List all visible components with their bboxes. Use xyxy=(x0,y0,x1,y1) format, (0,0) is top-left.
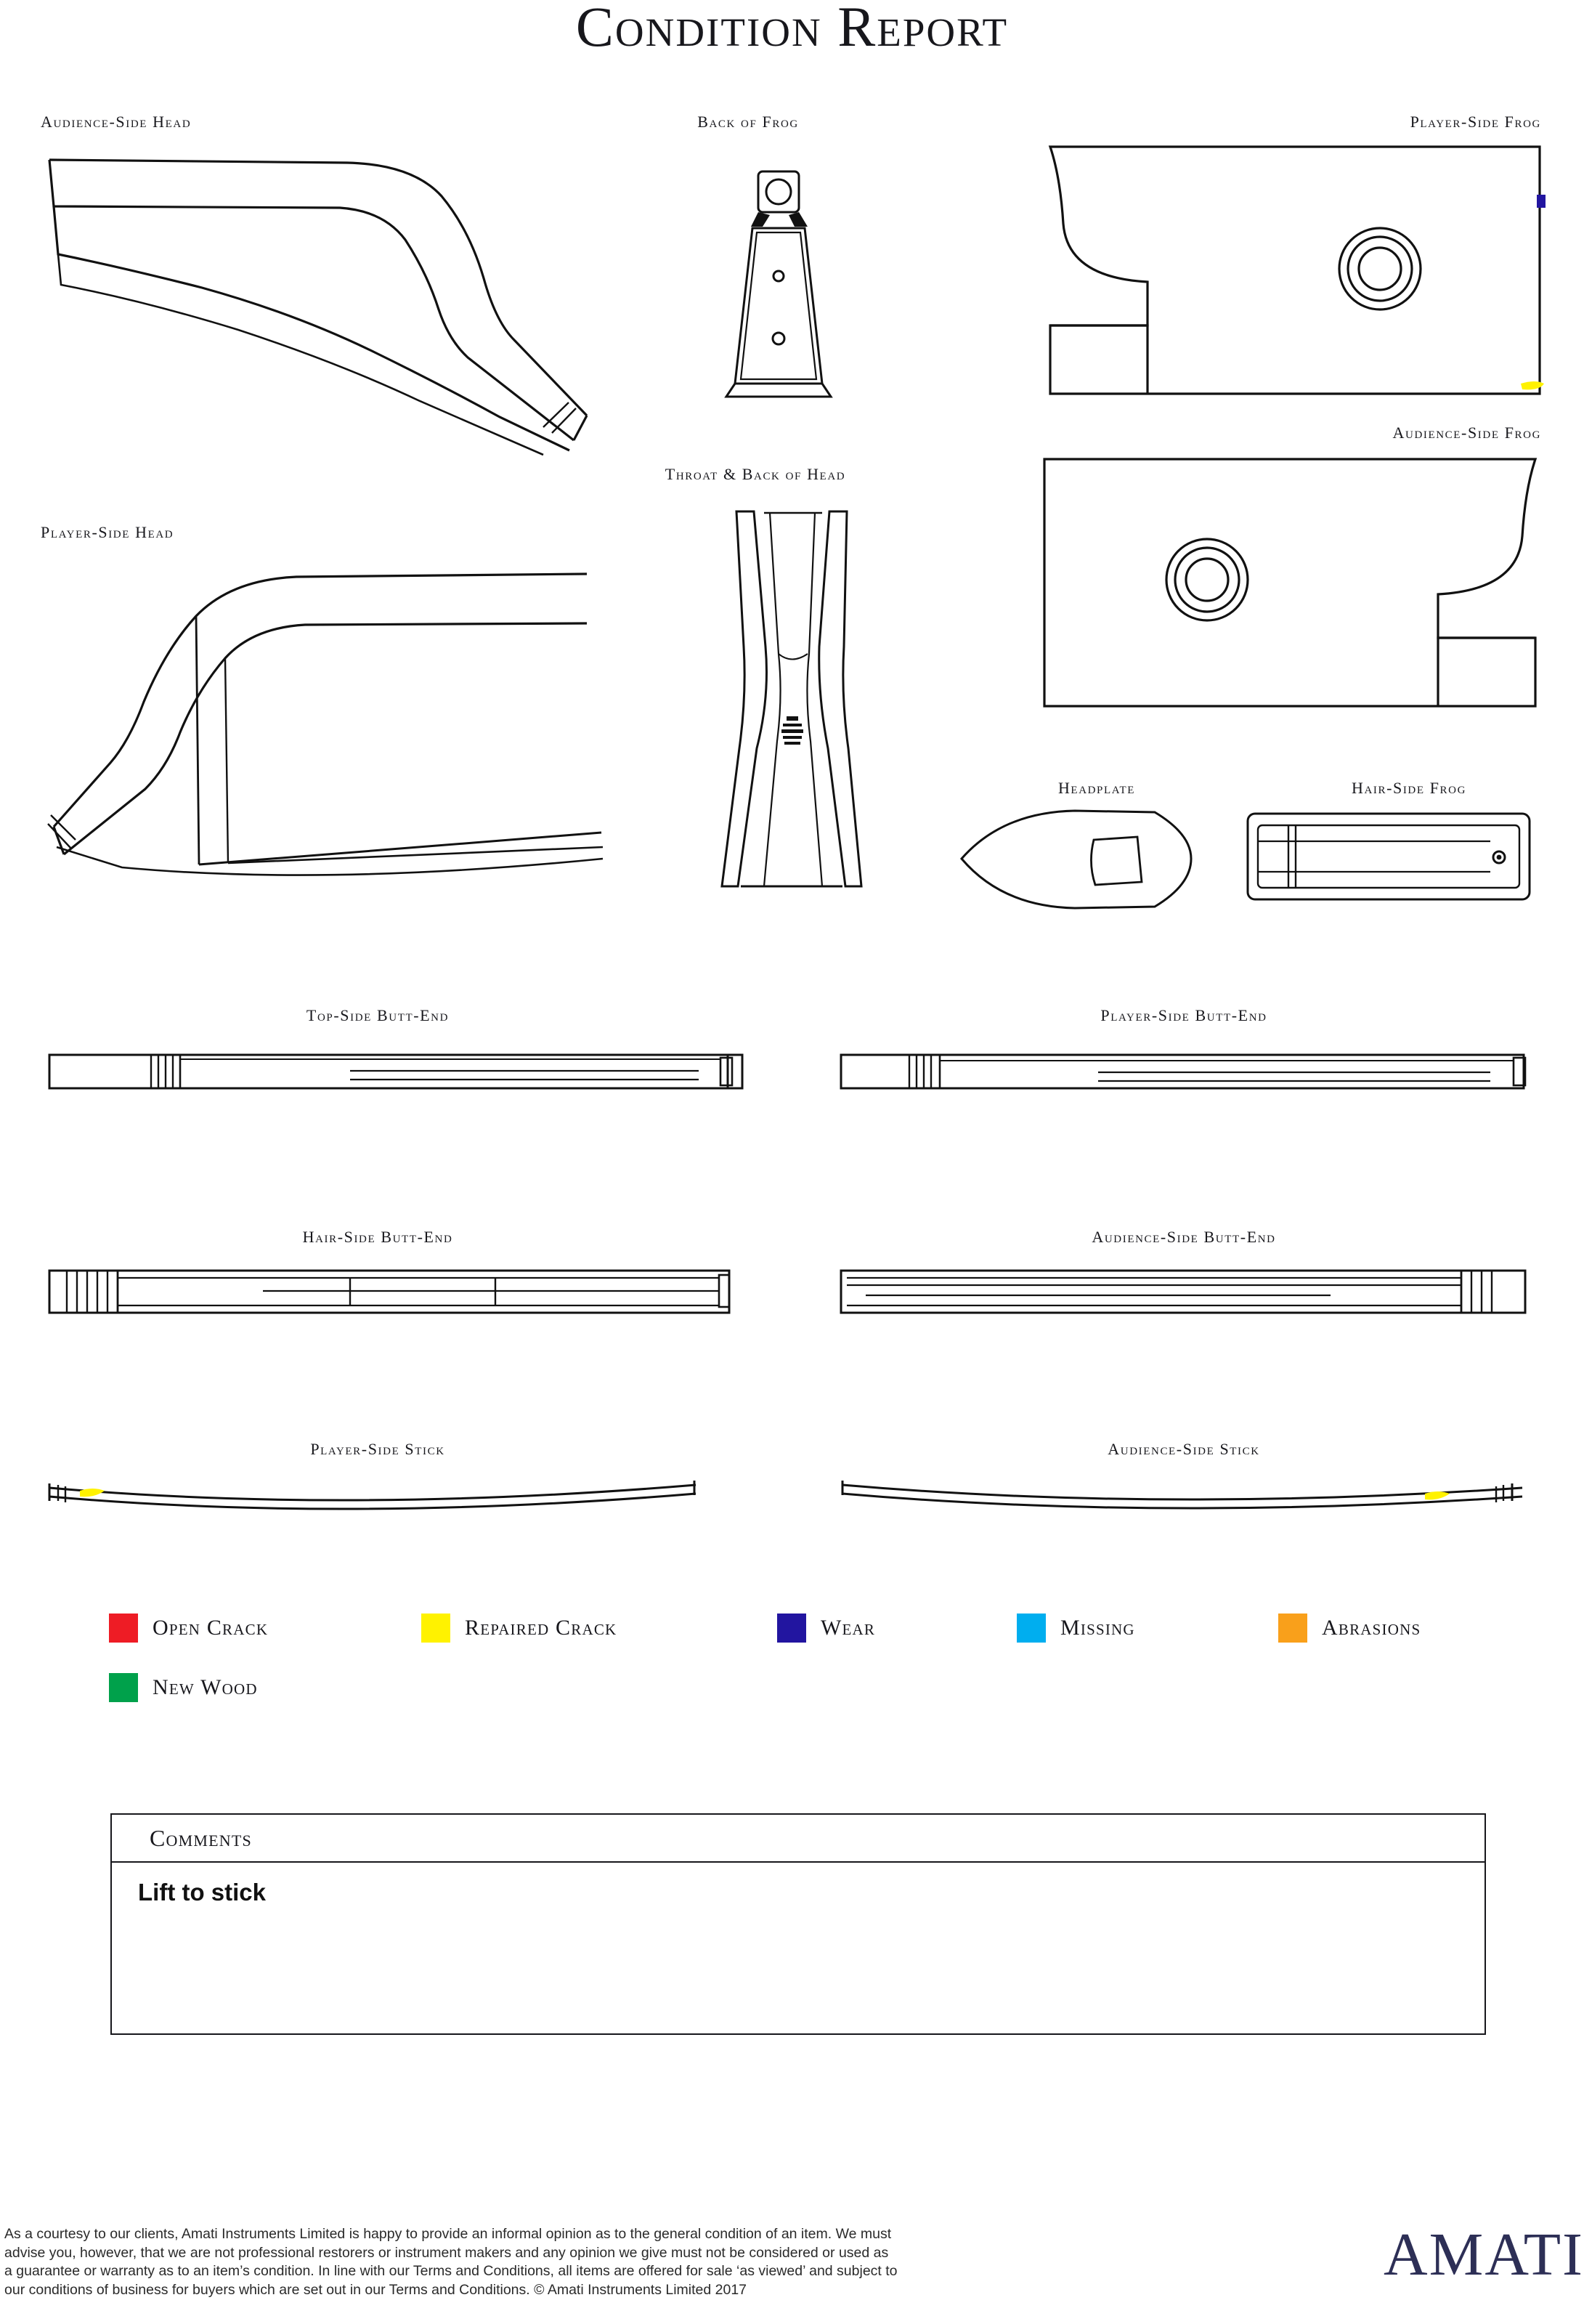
legend-row-1 xyxy=(109,1606,1489,1651)
legend-item-open-crack xyxy=(109,1606,421,1651)
diagram-throat-and-back-of-head xyxy=(719,509,864,894)
caption-audience-side-stick: Audience-Side Stick xyxy=(1108,1440,1260,1458)
diagram-audience-side-butt-end xyxy=(837,1259,1534,1321)
diagram-audience-side-frog xyxy=(1039,452,1547,713)
footer-line-4: our conditions of business for buyers which are set out in our Terms and Conditions. © Amati Instruments Limited 2017 xyxy=(4,2281,747,2298)
diagram-player-side-stick xyxy=(42,1469,739,1513)
caption-hair-side-butt-end: Hair-Side Butt-End xyxy=(302,1228,453,1246)
legend-swatch-abrasions xyxy=(1278,1614,1307,1643)
diagram-audience-side-head xyxy=(35,145,630,450)
caption-headplate: Headplate xyxy=(1057,779,1136,797)
legend-swatch-repaired-crack xyxy=(421,1614,450,1643)
caption-player-side-frog: Player-Side Frog xyxy=(1410,113,1541,131)
diagram-top-side-butt-end xyxy=(45,1039,728,1097)
legend-label-wear: Wear xyxy=(821,1616,876,1640)
footer-line-1: As a courtesy to our clients, Amati Instruments Limited is happy to provide an informal opinion as to the general condition of an item. We must xyxy=(4,2226,892,2242)
diagram-player-side-head xyxy=(35,559,630,879)
legend-label-new-wood: New Wood xyxy=(153,1675,258,1699)
comments-header xyxy=(112,1815,1485,1863)
footer-line-2: advise you, however, that we are not professional restorers or instrument makers and any opinion we give must not be considered or used as xyxy=(4,2244,889,2261)
caption-audience-side-butt-end: Audience-Side Butt-End xyxy=(1092,1228,1276,1246)
diagram-audience-side-stick xyxy=(837,1469,1534,1513)
diagram-back-of-frog xyxy=(719,166,864,405)
page-title: Condition Report xyxy=(575,0,1009,58)
caption-hair-side-frog: Hair-Side Frog xyxy=(1351,779,1467,797)
diagram-hair-side-frog xyxy=(1243,808,1534,910)
legend-item-wear xyxy=(777,1606,1017,1651)
mark-wear xyxy=(1537,195,1546,208)
legend-label-missing: Missing xyxy=(1060,1616,1135,1640)
legend-item-repaired-crack xyxy=(421,1606,777,1651)
legend-swatch-new-wood xyxy=(109,1673,138,1702)
legend-item-new-wood xyxy=(109,1665,258,1710)
diagram-hair-side-butt-end xyxy=(45,1259,728,1321)
legend-row-2 xyxy=(109,1665,1489,1710)
caption-back-of-frog: Back of Frog xyxy=(697,113,799,131)
diagram-headplate xyxy=(951,805,1213,914)
caption-top-side-butt-end: Top-Side Butt-End xyxy=(306,1006,450,1024)
amati-logo-text: AMATI xyxy=(1384,2221,1584,2288)
diagram-player-side-frog xyxy=(1039,139,1547,401)
footer-line-3: a guarantee or warranty as to an item’s condition. In line with our Terms and Conditions, all items are offered for sale ‘as viewed’ and subject to xyxy=(4,2263,898,2279)
legend-label-abrasions: Abrasions xyxy=(1322,1616,1421,1640)
caption-player-side-head: Player-Side Head xyxy=(41,523,174,541)
legend-label-repaired-crack: Repaired Crack xyxy=(465,1616,617,1640)
legend xyxy=(109,1606,1489,1710)
legend-item-missing xyxy=(1017,1606,1278,1651)
comments-body[interactable] xyxy=(112,1863,1485,1906)
amati-logo xyxy=(1279,2219,1584,2290)
diagram-player-side-butt-end xyxy=(837,1039,1534,1097)
comments-box xyxy=(110,1813,1486,2035)
caption-throat-and-back-of-head: Throat & Back of Head xyxy=(665,465,846,483)
legend-label-open-crack: Open Crack xyxy=(153,1616,269,1640)
legend-swatch-wear xyxy=(777,1614,806,1643)
caption-player-side-stick: Player-Side Stick xyxy=(310,1440,445,1458)
footer-disclaimer xyxy=(4,2225,1181,2299)
legend-swatch-open-crack xyxy=(109,1614,138,1643)
comments-text: Lift to stick xyxy=(138,1879,267,1906)
legend-item-abrasions xyxy=(1278,1606,1421,1651)
caption-audience-side-head: Audience-Side Head xyxy=(41,113,192,131)
legend-swatch-missing xyxy=(1017,1614,1046,1643)
mark-repaired-crack xyxy=(1425,1491,1450,1499)
comments-header-label: Comments xyxy=(150,1824,252,1851)
mark-repaired-crack xyxy=(80,1489,105,1497)
caption-audience-side-frog: Audience-Side Frog xyxy=(1392,424,1541,442)
caption-player-side-butt-end: Player-Side Butt-End xyxy=(1100,1006,1267,1024)
